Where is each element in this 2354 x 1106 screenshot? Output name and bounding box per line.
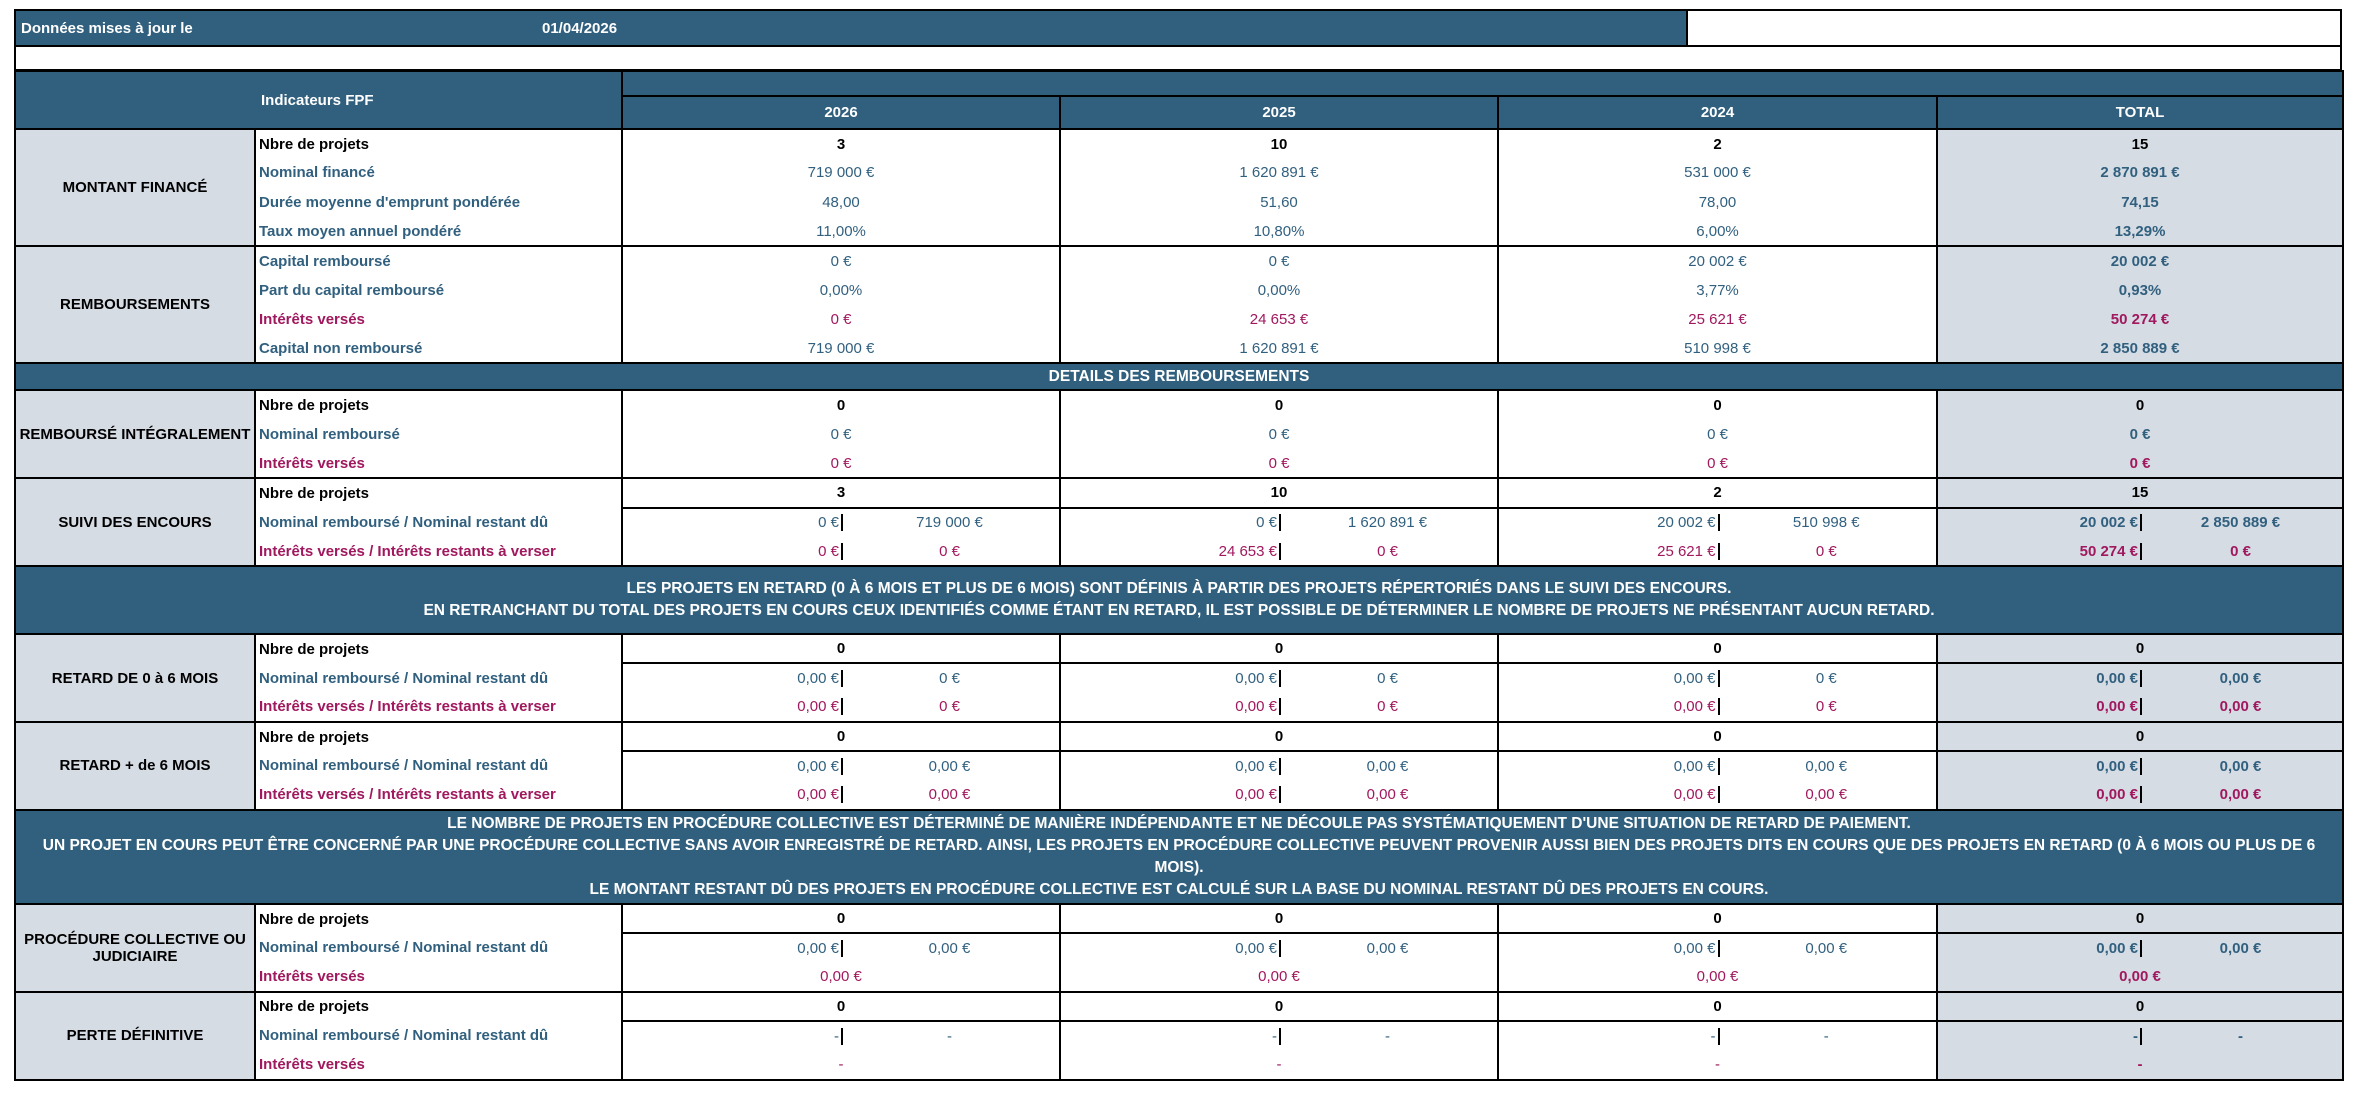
pair-cell: [1060, 781, 1498, 810]
table-row: [15, 751, 2343, 780]
left-value: 0 €: [626, 514, 843, 531]
value-cell: 0 €: [1498, 420, 1937, 449]
total-pair-cell: [1937, 537, 2343, 566]
right-value: -: [2238, 1027, 2243, 1045]
total-cell: 0: [1937, 390, 2343, 419]
value-cell: 10: [1060, 478, 1498, 507]
value-cell: 0 €: [1060, 449, 1498, 478]
right-value: -: [1385, 1027, 1390, 1045]
right-value: 0 €: [2230, 542, 2251, 560]
pair-cell: [622, 663, 1060, 692]
pair-cell: [1060, 537, 1498, 566]
value-cell: 0,00%: [622, 275, 1060, 304]
banner-line: LES PROJETS EN RETARD (0 À 6 MOIS ET PLUS DE 6 MOIS) SONT DÉFINIS À PARTIR DES PROJETS RÉPERTORIÉS DANS LE SUIVI DES ENCOURS.: [626, 580, 1732, 598]
pair-cell: [1060, 751, 1498, 780]
split-pair: [1502, 509, 1933, 537]
table-row: [15, 933, 2343, 962]
right-value: 0 €: [939, 542, 960, 560]
right-value: -: [947, 1027, 952, 1045]
left-value: 0,00 €: [1064, 786, 1281, 803]
total-cell: 0: [1937, 634, 2343, 663]
value-cell: 2: [1498, 478, 1937, 507]
right-value: 0,00 €: [1805, 939, 1848, 957]
split-pair: [626, 537, 1056, 565]
right-value: 0 €: [1377, 698, 1398, 716]
value-cell: 0: [1498, 634, 1937, 663]
value-cell: -: [1060, 1050, 1498, 1079]
total-cell: 0: [1937, 904, 2343, 933]
row-label: Nominal remboursé / Nominal restant dû: [255, 663, 622, 692]
total-pair-cell: [1937, 933, 2343, 962]
pair-cell: [1060, 1021, 1498, 1050]
value-cell: 0,00 €: [622, 963, 1060, 992]
left-value: 0,00 €: [1941, 758, 2142, 775]
total-pair-cell: [1937, 693, 2343, 722]
value-cell: 6,00%: [1498, 217, 1937, 246]
left-value: 20 002 €: [1502, 514, 1720, 531]
value-cell: 78,00: [1498, 188, 1937, 217]
split-pair: [626, 934, 1056, 962]
right-value: 0,00 €: [2219, 939, 2262, 957]
table-row: [15, 449, 2343, 478]
split-pair: [626, 752, 1056, 780]
total-cell: 0,93%: [1937, 275, 2343, 304]
value-cell: 0 €: [622, 449, 1060, 478]
left-value: 0 €: [1064, 514, 1281, 531]
row-label: Nominal remboursé / Nominal restant dû: [255, 751, 622, 780]
total-pair-cell: [1937, 508, 2343, 537]
table-row: [15, 390, 2343, 419]
pair-cell: [622, 781, 1060, 810]
pair-cell: [1060, 663, 1498, 692]
left-value: 20 002 €: [1941, 514, 2142, 531]
pair-cell: [1060, 508, 1498, 537]
pair-cell: [1498, 751, 1937, 780]
row-label: Capital remboursé: [255, 246, 622, 275]
row-label: Intérêts versés / Intérêts restants à verser: [255, 537, 622, 566]
indicators-table: [14, 70, 2344, 1081]
value-cell: 0: [1498, 992, 1937, 1021]
table-row: [15, 246, 2343, 275]
left-value: 0 €: [626, 543, 843, 560]
total-cell: 0: [1937, 722, 2343, 751]
pair-cell: [1498, 537, 1937, 566]
total-cell: 2 870 891 €: [1937, 158, 2343, 187]
table-row: [15, 810, 2343, 904]
pair-cell: [1498, 508, 1937, 537]
pair-cell: [1498, 933, 1937, 962]
row-label: Nominal remboursé / Nominal restant dû: [255, 1021, 622, 1050]
left-value: 0,00 €: [1064, 670, 1281, 687]
split-pair: [1502, 781, 1933, 809]
table-row: [15, 781, 2343, 810]
total-cell: 0,00 €: [1937, 963, 2343, 992]
total-cell: 15: [1937, 478, 2343, 507]
left-value: 0,00 €: [1941, 940, 2142, 957]
category-label: SUIVI DES ENCOURS: [15, 478, 255, 566]
value-cell: 24 653 €: [1060, 305, 1498, 334]
value-cell: 1 620 891 €: [1060, 158, 1498, 187]
table-row: [15, 334, 2343, 363]
category-label: REMBOURSEMENTS: [15, 246, 255, 363]
split-pair: [626, 781, 1056, 809]
row-label: Nbre de projets: [255, 478, 622, 507]
value-cell: 0: [1498, 722, 1937, 751]
category-label: REMBOURSÉ INTÉGRALEMENT: [15, 390, 255, 478]
row-label: Taux moyen annuel pondéré: [255, 217, 622, 246]
value-cell: 0: [622, 722, 1060, 751]
value-cell: 0: [1060, 992, 1498, 1021]
pair-cell: [622, 1021, 1060, 1050]
pair-cell: [622, 537, 1060, 566]
right-value: 0 €: [939, 698, 960, 716]
right-value: 0,00 €: [928, 786, 971, 804]
total-cell: 2 850 889 €: [1937, 334, 2343, 363]
table-row: [15, 722, 2343, 751]
update-label: Données mises à jour le: [21, 19, 193, 37]
value-cell: 0: [1060, 722, 1498, 751]
total-pair-cell: [1937, 751, 2343, 780]
total-cell: 74,15: [1937, 188, 2343, 217]
split-pair: [1064, 537, 1494, 565]
right-value: 0,00 €: [1805, 757, 1848, 775]
left-value: -: [626, 1028, 843, 1045]
table-row: [15, 663, 2343, 692]
table-row: [15, 963, 2343, 992]
right-value: 1 620 891 €: [1347, 514, 1428, 532]
value-cell: 0 €: [622, 420, 1060, 449]
split-pair: [1941, 1022, 2339, 1050]
total-cell: 0 €: [1937, 420, 2343, 449]
total-pair-cell: [1937, 781, 2343, 810]
right-value: 0,00 €: [1366, 939, 1409, 957]
right-value: 0 €: [1815, 698, 1837, 716]
value-cell: 510 998 €: [1498, 334, 1937, 363]
left-value: 0,00 €: [626, 786, 843, 803]
right-value: 0 €: [1815, 670, 1837, 688]
table-row: [15, 217, 2343, 246]
value-cell: 0: [1498, 390, 1937, 419]
left-value: 0,00 €: [626, 940, 843, 957]
row-label: Nbre de projets: [255, 129, 622, 158]
row-label: Intérêts versés: [255, 963, 622, 992]
split-pair: [1502, 537, 1933, 565]
total-cell: 13,29%: [1937, 217, 2343, 246]
split-pair: [626, 509, 1056, 537]
value-cell: 0 €: [622, 246, 1060, 275]
left-value: -: [1064, 1028, 1281, 1045]
table-row: [15, 904, 2343, 933]
right-value: 0 €: [939, 670, 960, 688]
split-pair: [1064, 693, 1494, 721]
value-cell: 0: [622, 390, 1060, 419]
category-label: PERTE DÉFINITIVE: [15, 992, 255, 1080]
col-year-2024: 2024: [1498, 96, 1937, 129]
table-row: [15, 634, 2343, 663]
row-label: Nominal remboursé / Nominal restant dû: [255, 508, 622, 537]
row-label: Intérêts versés / Intérêts restants à verser: [255, 693, 622, 722]
row-label: Nbre de projets: [255, 904, 622, 933]
banner-line: EN RETRANCHANT DU TOTAL DES PROJETS EN COURS CEUX IDENTIFIÉS COMME ÉTANT EN RETARD, IL EST POSSIBLE DE DÉTERMINER LE NOMBRE DE PROJETS NE PRÉSENTANT AUCUN RETARD.: [423, 602, 1935, 620]
left-value: 0,00 €: [1941, 670, 2142, 687]
value-cell: 3: [622, 478, 1060, 507]
indicators-header: Indicateurs FPF: [15, 71, 622, 129]
category-label: PROCÉDURE COLLECTIVE OU JUDICIAIRE: [15, 904, 255, 992]
col-year-2026: 2026: [622, 96, 1060, 129]
value-cell: 0: [622, 634, 1060, 663]
total-cell: 15: [1937, 129, 2343, 158]
left-value: 0,00 €: [626, 758, 843, 775]
total-cell: 50 274 €: [1937, 305, 2343, 334]
pair-cell: [622, 508, 1060, 537]
total-cell: 0: [1937, 992, 2343, 1021]
total-pair-cell: [1937, 1021, 2343, 1050]
value-cell: 0 €: [1060, 420, 1498, 449]
right-value: 0,00 €: [2219, 757, 2262, 775]
row-label: Intérêts versés: [255, 305, 622, 334]
right-value: 0 €: [1377, 670, 1398, 688]
col-total: TOTAL: [1937, 96, 2343, 129]
split-pair: [626, 664, 1056, 692]
empty-cell: [1686, 11, 2340, 45]
right-value: -: [1823, 1027, 1829, 1045]
row-label: Nominal remboursé / Nominal restant dû: [255, 933, 622, 962]
col-year-2025: 2025: [1060, 96, 1498, 129]
table-row: [15, 537, 2343, 566]
split-pair: [1064, 752, 1494, 780]
left-value: -: [1502, 1028, 1720, 1045]
value-cell: 0: [1060, 390, 1498, 419]
pair-cell: [1060, 933, 1498, 962]
row-label: Nbre de projets: [255, 390, 622, 419]
split-pair: [1064, 934, 1494, 962]
value-cell: 1 620 891 €: [1060, 334, 1498, 363]
value-cell: 531 000 €: [1498, 158, 1937, 187]
right-value: 0,00 €: [928, 939, 971, 957]
value-cell: 11,00%: [622, 217, 1060, 246]
left-value: 0,00 €: [1502, 758, 1720, 775]
table-row: [15, 1050, 2343, 1079]
split-pair: [1064, 1022, 1494, 1050]
split-pair: [1502, 693, 1933, 721]
pair-cell: [1060, 693, 1498, 722]
value-cell: 0,00 €: [1498, 963, 1937, 992]
value-cell: 0 €: [1060, 246, 1498, 275]
value-cell: 2: [1498, 129, 1937, 158]
value-cell: 0: [1060, 634, 1498, 663]
table-row: [15, 305, 2343, 334]
table-row: [15, 566, 2343, 634]
value-cell: 0 €: [1498, 449, 1937, 478]
value-cell: 719 000 €: [622, 158, 1060, 187]
pair-cell: [1498, 693, 1937, 722]
table-row: [15, 129, 2343, 158]
right-value: 0,00 €: [2219, 698, 2262, 716]
value-cell: 51,60: [1060, 188, 1498, 217]
table-row: [15, 420, 2343, 449]
value-cell: 719 000 €: [622, 334, 1060, 363]
table-row: [15, 1021, 2343, 1050]
split-pair: [1064, 509, 1494, 537]
value-cell: 0: [622, 904, 1060, 933]
table-row: [15, 188, 2343, 217]
right-value: 0,00 €: [1366, 786, 1409, 804]
pair-cell: [622, 751, 1060, 780]
update-date: 01/04/2026: [542, 19, 618, 37]
table-row: [15, 693, 2343, 722]
split-pair: [1941, 781, 2339, 809]
table-row: [15, 508, 2343, 537]
right-value: 0,00 €: [2219, 670, 2262, 688]
right-value: 0 €: [1377, 542, 1398, 560]
table-row: [15, 992, 2343, 1021]
details-title: DETAILS DES REMBOURSEMENTS: [15, 363, 2343, 390]
split-pair: [1941, 509, 2339, 537]
row-label: Nbre de projets: [255, 992, 622, 1021]
right-value: 0,00 €: [1366, 757, 1409, 775]
left-value: 0,00 €: [1502, 940, 1720, 957]
split-pair: [1502, 1022, 1933, 1050]
update-label-cell: [16, 11, 1686, 45]
row-label: Part du capital remboursé: [255, 275, 622, 304]
banner-line: LE MONTANT RESTANT DÛ DES PROJETS EN PROCÉDURE COLLECTIVE EST CALCULÉ SUR LA BASE DU NOMINAL RESTANT DÛ DES PROJETS EN COURS.: [589, 880, 1769, 898]
pair-cell: [1498, 781, 1937, 810]
left-value: 0,00 €: [626, 670, 843, 687]
split-pair: [626, 1022, 1056, 1050]
left-value: 50 274 €: [1941, 543, 2142, 560]
split-pair: [1941, 752, 2339, 780]
row-label: Intérêts versés: [255, 449, 622, 478]
left-value: 25 621 €: [1502, 543, 1720, 560]
value-cell: -: [622, 1050, 1060, 1079]
pair-cell: [622, 933, 1060, 962]
right-value: 0,00 €: [928, 757, 971, 775]
total-cell: 20 002 €: [1937, 246, 2343, 275]
total-pair-cell: [1937, 663, 2343, 692]
value-cell: 3,77%: [1498, 275, 1937, 304]
right-value: 0,00 €: [2219, 786, 2262, 804]
table-body: [15, 71, 2343, 1080]
left-value: 0,00 €: [1502, 670, 1720, 687]
left-value: 0,00 €: [1064, 940, 1281, 957]
right-value: 0,00 €: [1805, 786, 1848, 804]
table-row: [15, 363, 2343, 390]
left-value: -: [1941, 1028, 2142, 1045]
value-cell: 0: [622, 992, 1060, 1021]
value-cell: 0 €: [622, 305, 1060, 334]
value-cell: 25 621 €: [1498, 305, 1937, 334]
pair-cell: [622, 693, 1060, 722]
category-label: RETARD + de 6 MOIS: [15, 722, 255, 810]
split-pair: [1941, 693, 2339, 721]
left-value: 0,00 €: [1064, 698, 1281, 715]
left-value: 0,00 €: [1502, 698, 1720, 715]
split-pair: [1064, 781, 1494, 809]
split-pair: [1941, 664, 2339, 692]
late-projects-banner: [15, 566, 2343, 634]
table-row: [15, 275, 2343, 304]
procedure-banner: [15, 810, 2343, 904]
value-cell: 0: [1498, 904, 1937, 933]
total-cell: -: [1937, 1050, 2343, 1079]
split-pair: [1502, 752, 1933, 780]
value-cell: 0,00%: [1060, 275, 1498, 304]
left-value: 0,00 €: [1502, 786, 1720, 803]
left-value: 0,00 €: [1064, 758, 1281, 775]
row-label: Nbre de projets: [255, 634, 622, 663]
value-cell: 3: [622, 129, 1060, 158]
split-pair: [1502, 664, 1933, 692]
pair-cell: [1498, 663, 1937, 692]
header-top-strip: [622, 71, 2343, 96]
banner-line: UN PROJET EN COURS PEUT ÊTRE CONCERNÉ PAR UNE PROCÉDURE COLLECTIVE SANS AVOIR ENREGISTRÉ DE RETARD. AINSI, LES PROJETS EN PROCÉDURE COLLECTIVE PEUVENT PROVENIR AUSSI BIEN DES PROJETS DITS EN COURS QUE DES PROJETS EN RETARD (0 À 6 MOIS OU PLUS DE 6 MOIS).: [42, 836, 2316, 876]
row-label: Nbre de projets: [255, 722, 622, 751]
row-label: Intérêts versés: [255, 1050, 622, 1079]
total-cell: 0 €: [1937, 449, 2343, 478]
left-value: 24 653 €: [1064, 543, 1281, 560]
value-cell: -: [1498, 1050, 1937, 1079]
split-pair: [1941, 934, 2339, 962]
row-label: Durée moyenne d'emprunt pondérée: [255, 188, 622, 217]
value-cell: 0,00 €: [1060, 963, 1498, 992]
row-label: Intérêts versés / Intérêts restants à verser: [255, 781, 622, 810]
split-pair: [626, 693, 1056, 721]
split-pair: [1502, 934, 1933, 962]
left-value: 0,00 €: [1941, 786, 2142, 803]
pair-cell: [1498, 1021, 1937, 1050]
category-label: MONTANT FINANCÉ: [15, 129, 255, 246]
row-label: Nominal financé: [255, 158, 622, 187]
table-row: [15, 478, 2343, 507]
value-cell: 0: [1060, 904, 1498, 933]
split-pair: [1064, 664, 1494, 692]
row-label: Capital non remboursé: [255, 334, 622, 363]
value-cell: 10,80%: [1060, 217, 1498, 246]
category-label: RETARD DE 0 à 6 MOIS: [15, 634, 255, 722]
left-value: 0,00 €: [1941, 698, 2142, 715]
row-label: Nominal remboursé: [255, 420, 622, 449]
left-value: 0,00 €: [626, 698, 843, 715]
right-value: 2 850 889 €: [2200, 514, 2281, 532]
spacer-row: [14, 47, 2342, 71]
value-cell: 48,00: [622, 188, 1060, 217]
value-cell: 20 002 €: [1498, 246, 1937, 275]
right-value: 510 998 €: [1792, 514, 1860, 532]
banner-line: LE NOMBRE DE PROJETS EN PROCÉDURE COLLECTIVE EST DÉTERMINÉ DE MANIÈRE INDÉPENDANTE ET NE DÉCOULE PAS SYSTÉMATIQUEMENT D'UNE SITUATION DE RETARD DE PAIEMENT.: [447, 814, 1911, 832]
right-value: 0 €: [1815, 542, 1837, 560]
update-bar: [14, 9, 2342, 47]
split-pair: [1941, 537, 2339, 565]
table-row: [15, 158, 2343, 187]
right-value: 719 000 €: [916, 514, 983, 532]
value-cell: 10: [1060, 129, 1498, 158]
